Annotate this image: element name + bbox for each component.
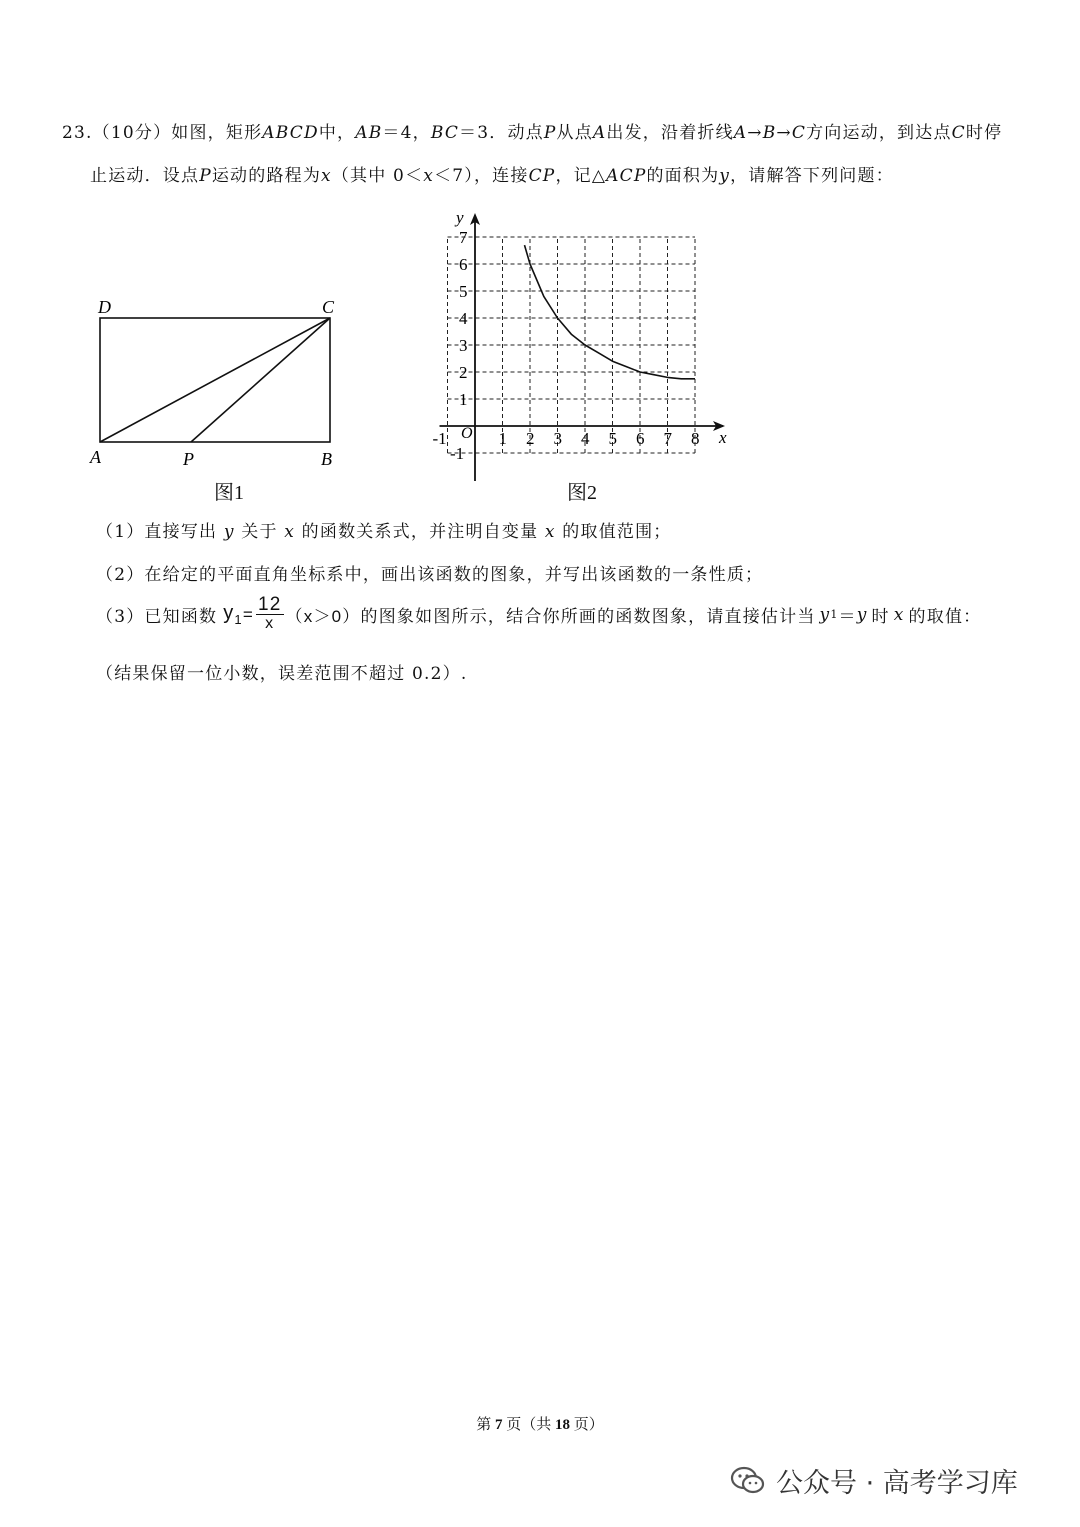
- x-tick-label: 8: [691, 429, 700, 448]
- y-tick-label: 2: [459, 363, 468, 382]
- function-curve: [525, 245, 696, 379]
- function-y1: $y_1$: [223, 602, 243, 627]
- watermark: 公众号 · 高考学习库: [730, 1461, 1018, 1500]
- x-tick-label: 2: [526, 429, 535, 448]
- y-tick-label: 6: [459, 255, 468, 274]
- tick-layer: [433, 208, 728, 463]
- part-2: （2）在给定的平面直角坐标系中，画出该函数的图象，并写出该函数的一条性质；: [96, 565, 764, 585]
- y-tick-label: 4: [459, 309, 468, 328]
- x-tick-label: -1: [432, 429, 447, 448]
- segment-pc: [191, 318, 330, 442]
- y-tick-label: 1: [459, 390, 468, 409]
- label-b: B: [321, 449, 332, 469]
- part-1: （1）直接写出 y 关于 x 的函数关系式，并注明自变量 x 的取值范围；: [96, 522, 672, 542]
- question-line-2: 止运动．设点P运动的路程为x（其中 0＜x＜7），连接CP，记△ACP的面积为y，请解答下列问题：: [90, 166, 894, 186]
- question-line-1: 23.（10分）如图，矩形ABCD中，AB＝4，BC＝3．动点P从点A出发，沿着折线A→B→C方向运动，到达点C时停: [62, 123, 1003, 143]
- segment-ac: [100, 318, 330, 442]
- origin-label: O: [461, 425, 473, 442]
- figure-2-caption: 图2: [567, 482, 597, 504]
- x-tick-label: 3: [553, 429, 562, 448]
- x-tick-label: 4: [581, 429, 590, 448]
- x-tick-label: 1: [498, 429, 507, 448]
- figure-1-rectangle: [85, 290, 345, 475]
- figure-1-caption: 图1: [214, 482, 244, 504]
- y-tick-label: 7: [459, 228, 468, 247]
- x-axis-label: x: [719, 428, 727, 447]
- y-tick-label: 5: [459, 282, 468, 301]
- x-tick-label: 7: [663, 429, 672, 448]
- label-c: C: [322, 297, 335, 317]
- page-footer: 第 7 页（共 18 页）: [476, 1417, 604, 1433]
- x-tick-label: 5: [608, 429, 617, 448]
- grid-layer: [448, 237, 696, 453]
- fraction-12-over-x: $\frac{12}{x}$: [258, 594, 282, 632]
- y-tick-label: 3: [459, 336, 468, 355]
- x-tick-label: 6: [636, 429, 645, 448]
- y-axis-label: y: [456, 208, 464, 227]
- y-tick-label: -1: [450, 444, 465, 463]
- part-3: （3）已知函数 $y_1$ = $\frac{12}{x}$ （x＞0） 的图象如图所示，结合你所画的函数图象，请直接估计当 y 1 ＝ y 时 x 的取值：: [96, 594, 982, 632]
- part-3-note: （结果保留一位小数，误差范围不超过 0.2）.: [96, 664, 468, 684]
- label-p: P: [183, 449, 194, 469]
- wechat-icon: [730, 1466, 766, 1496]
- figure-2-chart: [415, 198, 735, 488]
- curve-layer: [525, 245, 696, 379]
- label-d: D: [98, 297, 111, 317]
- label-a: A: [90, 447, 101, 467]
